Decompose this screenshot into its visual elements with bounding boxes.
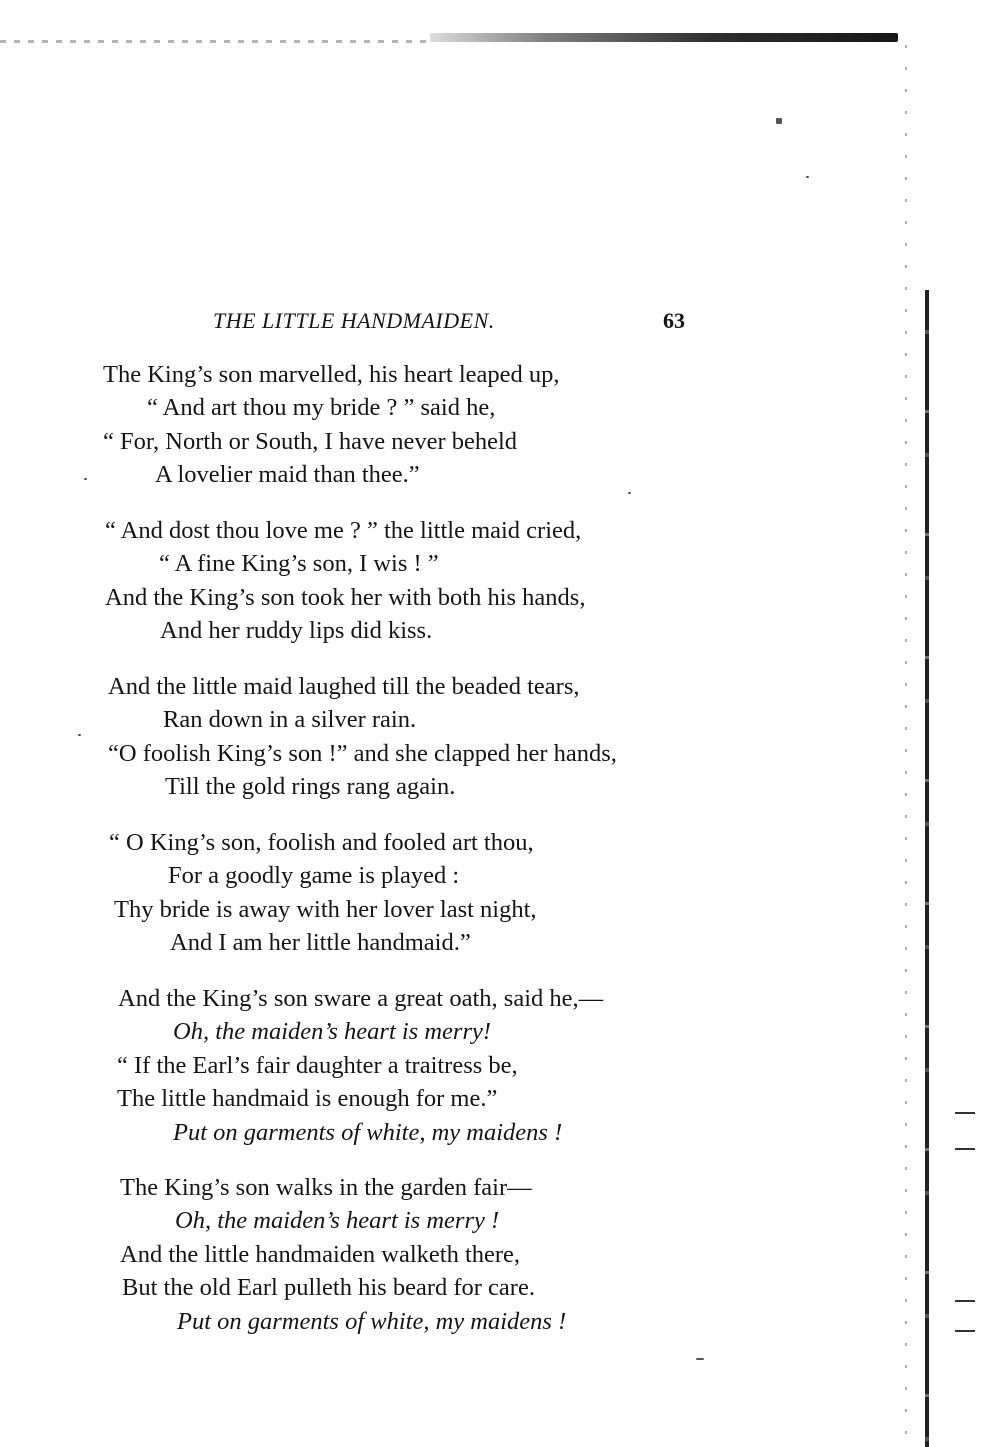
verse-line: A lovelier maid than thee.” xyxy=(155,461,420,488)
scan-speck xyxy=(84,478,87,480)
scan-artifact-top-faint xyxy=(0,40,430,43)
verse-line: “ O King’s son, foolish and fooled art thou, xyxy=(109,829,534,856)
refrain-line: Oh, the maiden’s heart is merry! xyxy=(173,1018,492,1045)
verse-line: “ And dost thou love me ? ” the little maid cried, xyxy=(105,517,582,544)
scan-artifact-top-bar xyxy=(430,33,898,42)
verse-line: Till the gold rings rang again. xyxy=(165,773,456,800)
verse-line: And her ruddy lips did kiss. xyxy=(160,617,433,644)
page-number: 63 xyxy=(663,308,685,333)
scan-speck xyxy=(628,492,631,494)
verse-line: And I am her little handmaid.” xyxy=(170,929,471,956)
scan-artifact-edge-mark xyxy=(955,1300,975,1302)
running-title: THE LITTLE HANDMAIDEN. xyxy=(213,308,495,333)
verse-line: “O foolish King’s son !” and she clapped her hands, xyxy=(108,740,617,767)
scan-artifact-right-faint xyxy=(905,45,907,1445)
verse-line: And the King’s son sware a great oath, said he,— xyxy=(118,985,604,1012)
refrain-line: Put on garments of white, my maidens ! xyxy=(173,1119,563,1146)
verse-line: Ran down in a silver rain. xyxy=(163,706,417,733)
verse-line: “ For, North or South, I have never beheld xyxy=(103,428,518,455)
verse-line: The King’s son marvelled, his heart leaped up, xyxy=(103,361,560,388)
verse-line: For a goodly game is played : xyxy=(168,862,460,889)
verse-line: The little handmaid is enough for me.” xyxy=(117,1085,498,1112)
scan-artifact-edge-mark xyxy=(955,1148,975,1150)
scan-artifact-right-bar xyxy=(925,290,929,1447)
verse-line: “ A fine King’s son, I wis ! ” xyxy=(159,550,439,577)
scan-speck xyxy=(78,734,81,736)
verse-line: “ If the Earl’s fair daughter a traitress be, xyxy=(117,1052,518,1079)
running-header xyxy=(213,308,693,338)
refrain-line: Oh, the maiden’s heart is merry ! xyxy=(175,1207,500,1234)
verse-line: And the little handmaiden walketh there, xyxy=(120,1241,521,1268)
verse-line: And the King’s son took her with both his hands, xyxy=(105,584,586,611)
verse-line: And the little maid laughed till the beaded tears, xyxy=(108,673,580,700)
scan-speck xyxy=(696,1358,704,1360)
verse-line: The King’s son walks in the garden fair— xyxy=(120,1174,532,1201)
verse-line: “ And art thou my bride ? ” said he, xyxy=(147,394,496,421)
scan-artifact-edge-mark xyxy=(955,1112,975,1114)
verse-line: Thy bride is away with her lover last night, xyxy=(114,896,537,923)
scan-artifact-edge-mark xyxy=(955,1330,975,1332)
verse-line: But the old Earl pulleth his beard for care. xyxy=(122,1274,535,1301)
scan-speck xyxy=(806,176,809,178)
refrain-line: Put on garments of white, my maidens ! xyxy=(177,1308,567,1335)
scan-speck xyxy=(776,118,782,124)
